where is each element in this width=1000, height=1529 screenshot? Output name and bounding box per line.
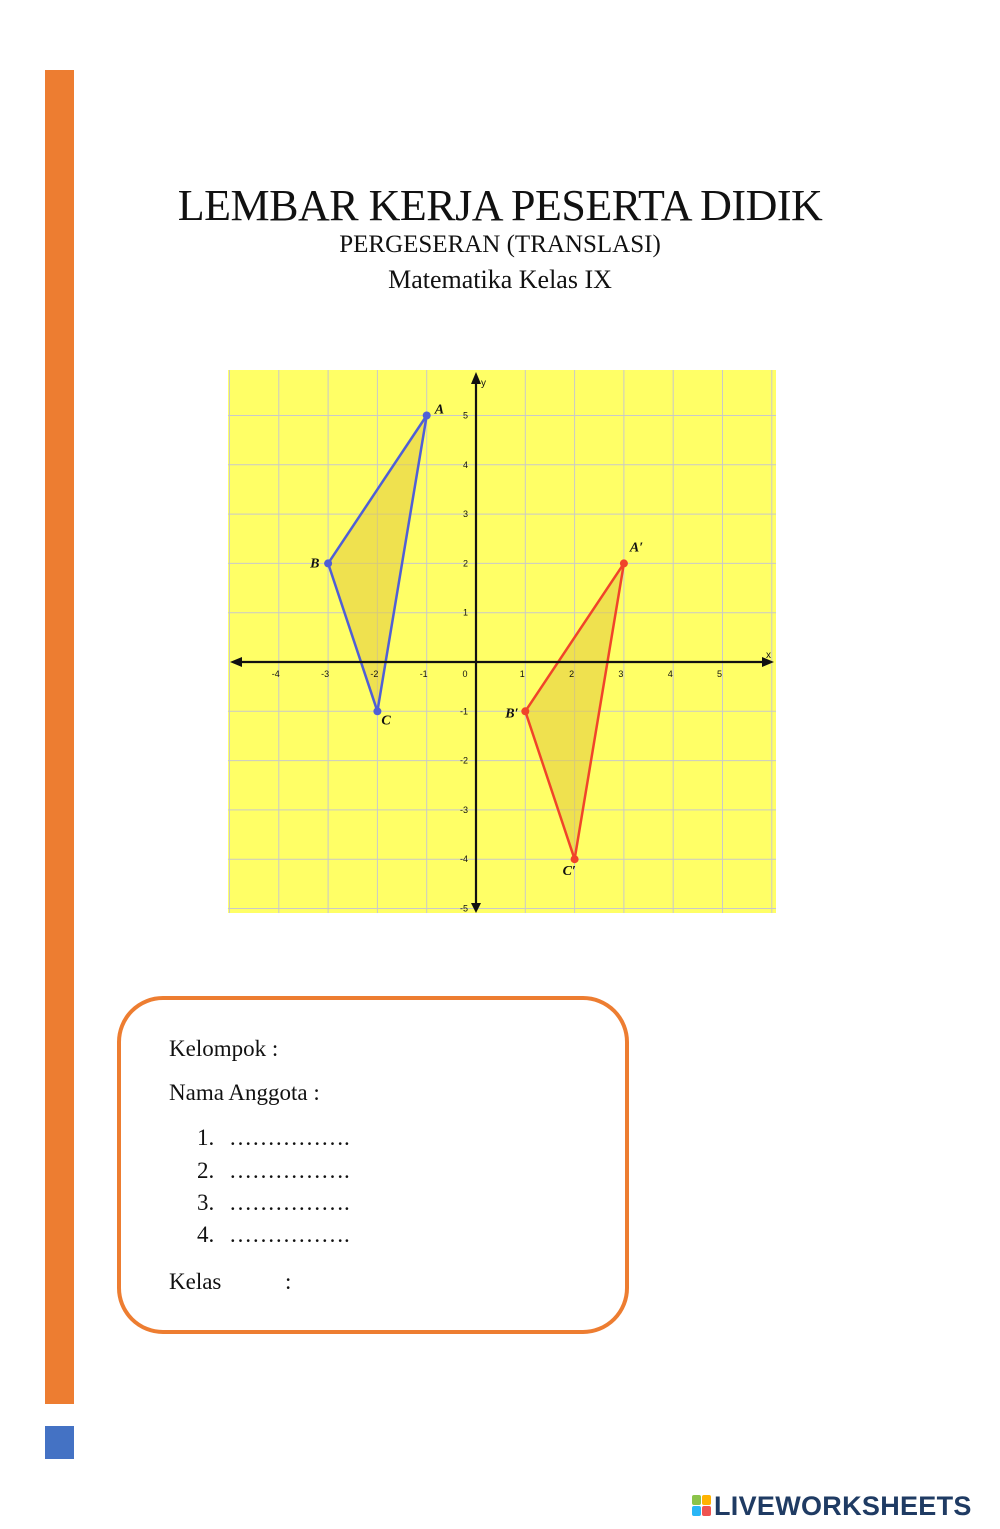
class-colon: :	[285, 1269, 292, 1294]
page-subtitle: PERGESERAN (TRANSLASI)	[339, 231, 661, 258]
x-tick-label: 1	[519, 669, 525, 679]
member-field[interactable]: …………….	[229, 1125, 350, 1150]
member-number: 4.	[197, 1222, 215, 1247]
point-c-prime	[571, 855, 579, 863]
logo-text: LIVEWORKSHEETS	[714, 1490, 972, 1521]
liveworksheets-logo	[692, 1491, 972, 1521]
x-tick-label: 4	[667, 669, 673, 679]
member-number: 3.	[197, 1190, 215, 1215]
point-a-prime	[620, 559, 628, 567]
y-tick-label: -3	[459, 804, 468, 815]
liveworksheets-logo-icon	[692, 1495, 712, 1517]
member-field[interactable]: …………….	[229, 1222, 350, 1247]
graph-background	[228, 370, 776, 913]
member-field[interactable]: …………….	[229, 1158, 350, 1183]
class-label: Kelas	[169, 1269, 222, 1294]
point-label: B	[310, 556, 320, 572]
y-tick-label: 1	[462, 607, 468, 618]
y-tick-label: 2	[462, 558, 468, 569]
point-b-prime	[521, 707, 529, 715]
x-tick-label: 0	[462, 669, 468, 679]
y-tick-label: 4	[462, 459, 468, 470]
x-tick-label: -1	[419, 669, 428, 679]
translation-graph	[228, 370, 776, 913]
member-field[interactable]: …………….	[229, 1190, 350, 1215]
y-tick-label: -4	[459, 854, 468, 865]
y-tick-label: -1	[459, 706, 468, 717]
x-axis-label: x	[766, 650, 771, 661]
point-a	[423, 412, 431, 420]
subject-label: Matematika Kelas IX	[388, 265, 612, 294]
point-label: B′	[505, 706, 519, 722]
group-label: Kelompok :	[169, 1036, 279, 1061]
x-tick-label: -2	[370, 669, 379, 679]
side-accent-square	[45, 1426, 74, 1459]
point-label: C	[381, 713, 391, 729]
x-tick-label: -4	[271, 669, 280, 679]
point-label: A′	[629, 540, 644, 556]
member-number: 2.	[197, 1158, 215, 1183]
y-tick-label: -2	[459, 755, 468, 766]
x-tick-label: 5	[716, 669, 723, 679]
members-label: Nama Anggota :	[169, 1080, 320, 1105]
y-tick-label: 3	[462, 509, 468, 520]
x-tick-label: 3	[618, 669, 624, 679]
member-number: 1.	[197, 1125, 215, 1150]
point-c	[373, 707, 381, 715]
x-tick-label: -3	[321, 669, 330, 679]
point-b	[324, 559, 332, 567]
y-axis-label: y	[481, 378, 486, 389]
point-label: A	[434, 402, 445, 418]
x-tick-label: 2	[569, 669, 575, 679]
y-tick-label: 5	[462, 410, 468, 421]
page-title: LEMBAR KERJA PESERTA DIDIK	[177, 181, 823, 230]
point-label: C′	[562, 864, 576, 880]
y-tick-label: -5	[459, 903, 468, 913]
